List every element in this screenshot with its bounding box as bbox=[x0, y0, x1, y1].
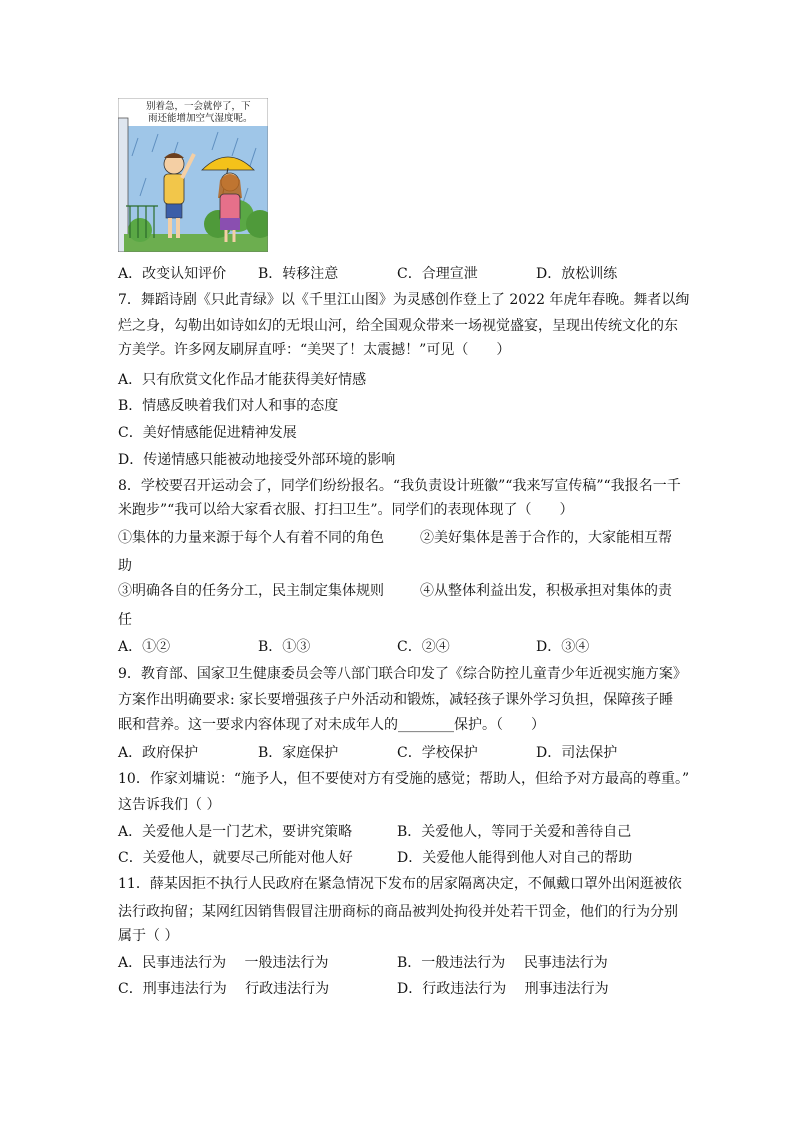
q8-option-d: D．③④ bbox=[536, 639, 590, 655]
q11-stem-line-2: 法行政拘留；某网红因销售假冒注册商标的商品被判处拘役并处若干罚金，他们的行为分别 bbox=[118, 904, 678, 920]
q9-option-d: D．司法保护 bbox=[536, 745, 618, 761]
q6-option-c: C．合理宣泄 bbox=[397, 266, 478, 282]
q7-stem-line-1: 7．舞蹈诗剧《只此青绿》以《千里江山图》为灵感创作登上了 2022 年虎年春晚。舞者以绚 bbox=[118, 292, 690, 308]
q11-option-a: A．民事违法行为 一般违法行为 bbox=[118, 955, 329, 971]
q7-option-c: C．美好情感能促进精神发展 bbox=[118, 425, 297, 441]
q6-option-d: D．放松训练 bbox=[536, 266, 618, 282]
q7-option-b: B．情感反映着我们对人和事的态度 bbox=[118, 398, 339, 414]
q8-statement-4: ④从整体利益出发，积极承担对集体的责 bbox=[420, 583, 672, 599]
q9-option-c: C．学校保护 bbox=[397, 745, 478, 761]
q9-option-a: A．政府保护 bbox=[118, 745, 199, 761]
q10-stem-line-1: 10．作家刘墉说：“施予人，但不要使对方有受施的感觉；帮助人，但给予对方最高的尊重。” bbox=[118, 771, 690, 787]
q8-option-a: A．①② bbox=[118, 639, 171, 655]
q11-stem-line-1: 11．薛某因拒不执行人民政府在紧急情况下发布的居家隔离决定，不佩戴口罩外出闲逛被依 bbox=[118, 876, 682, 892]
q9-stem-line-1: 9．教育部、国家卫生健康委员会等八部门联合印发了《综合防控儿童青少年近视实施方案》 bbox=[118, 666, 687, 682]
q8-statement-1: ①集体的力量来源于每个人有着不同的角色 bbox=[118, 530, 384, 546]
q8-statement-3: ③明确各自的任务分工，民主制定集体规则 bbox=[118, 583, 384, 599]
q8-statement-4-cont: 任 bbox=[118, 612, 132, 628]
speech-line-1: 别着急，一会就停了，下 bbox=[146, 101, 251, 112]
q8-statement-2-cont: 助 bbox=[118, 558, 132, 574]
q8-stem-line-1: 8．学校要召开运动会了，同学们纷纷报名。“我负责设计班徽”“我来写宣传稿”“我报名一千 bbox=[118, 478, 681, 494]
q8-option-b: B．①③ bbox=[258, 639, 311, 655]
q9-option-b: B．家庭保护 bbox=[258, 745, 339, 761]
q11-stem-line-3: 属于（ ） bbox=[118, 928, 179, 944]
speech-line-2: 雨还能增加空气湿度呢。 bbox=[148, 113, 253, 124]
q11-option-d: D．行政违法行为 刑事违法行为 bbox=[397, 981, 609, 997]
q7-option-d: D．传递情感只能被动地接受外部环境的影响 bbox=[118, 452, 396, 468]
q11-option-b: B．一般违法行为 民事违法行为 bbox=[397, 955, 608, 971]
q8-statement-2: ②美好集体是善于合作的，大家能相互帮 bbox=[420, 530, 672, 546]
q10-option-c: C．关爱他人，就要尽己所能对他人好 bbox=[118, 850, 353, 866]
q10-option-b: B．关爱他人，等同于关爱和善待自己 bbox=[397, 824, 632, 840]
q7-stem-line-3: 方美学。许多网友刷屏直呼：“美哭了！太震撼！”可见（ ） bbox=[118, 342, 511, 358]
q6-option-a: A．改变认知评价 bbox=[118, 266, 227, 282]
q7-option-a: A．只有欣赏文化作品才能获得美好情感 bbox=[118, 372, 367, 388]
q7-stem-line-2: 烂之身，勾勒出如诗如幻的无垠山河，给全国观众带来一场视觉盛宴，呈现出传统文化的东 bbox=[118, 318, 678, 334]
q11-option-c: C．刑事违法行为 行政违法行为 bbox=[118, 981, 330, 997]
q9-stem-line-3: 眠和营养。这一要求内容体现了对未成年人的________保护。（ ） bbox=[118, 717, 545, 733]
q10-option-d: D．关爱他人能得到他人对自己的帮助 bbox=[397, 850, 633, 866]
q8-option-c: C．②④ bbox=[397, 639, 450, 655]
cartoon-illustration bbox=[118, 98, 268, 252]
q10-option-a: A．关爱他人是一门艺术，要讲究策略 bbox=[118, 824, 353, 840]
q9-stem-line-2: 方案作出明确要求: 家长要增强孩子户外活动和锻炼，减轻孩子课外学习负担，保障孩子睡 bbox=[118, 692, 674, 708]
q6-option-b: B．转移注意 bbox=[258, 266, 339, 282]
q8-stem-line-2: 米跑步”“我可以给大家看衣服、打扫卫生”。同学们的表现体现了（ ） bbox=[118, 502, 574, 518]
q10-stem-line-2: 这告诉我们（ ） bbox=[118, 797, 221, 813]
